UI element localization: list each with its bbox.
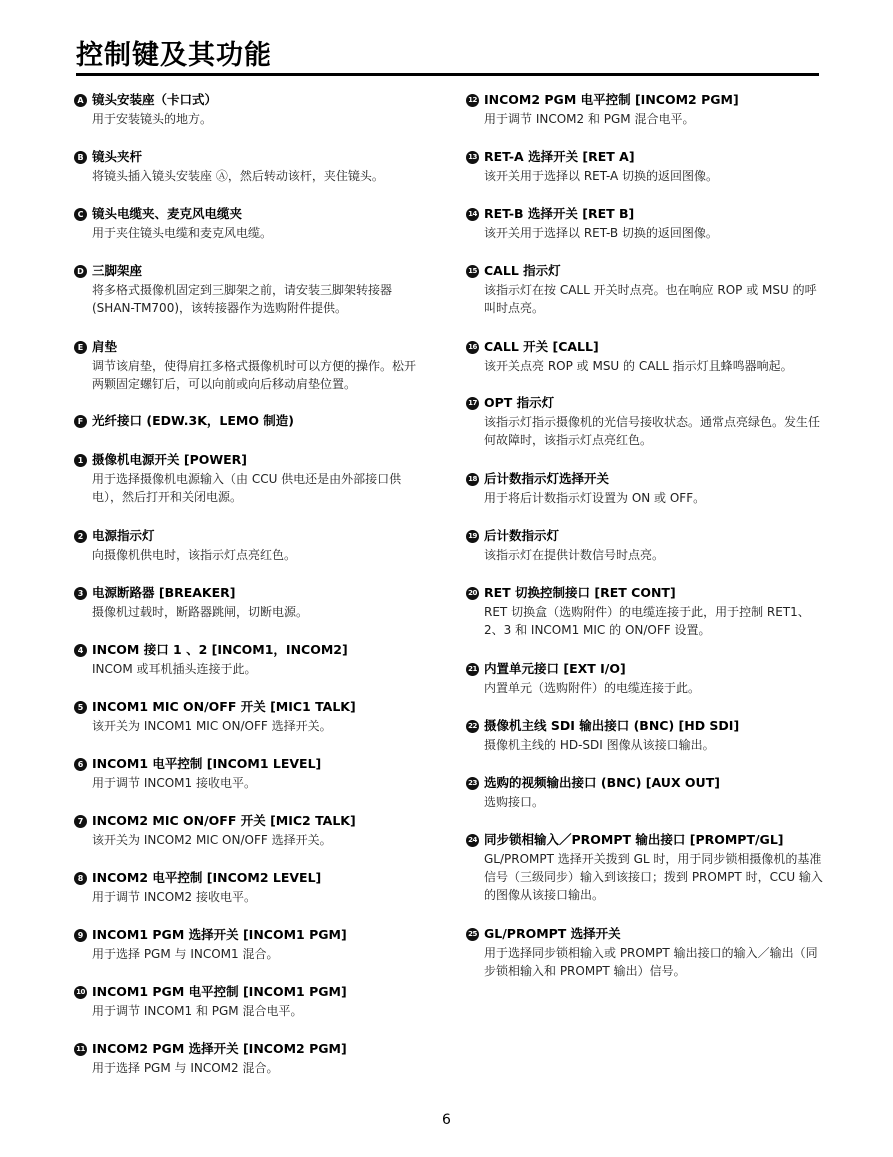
item-heading-row (74, 755, 419, 773)
item-description: GL/PROMPT 选择开关拨到 GL 时，用于同步锁相摄像机的基准信号（三级同步）输入到该接口；拨到 PROMPT 时，CCU 输入的图像从该接口输出。 (484, 852, 823, 902)
item-heading-row (74, 584, 419, 602)
item-heading: 光纤接口 (EDW.3K，LEMO 制造) (92, 413, 295, 428)
item-description: 用于夹住镜头电缆和麦克风电缆。 (92, 226, 273, 240)
item-heading: INCOM 接口 1 、2 [INCOM1，INCOM2] (92, 642, 348, 657)
item-number-marker: 8 (74, 872, 87, 885)
item-heading-row (466, 831, 826, 849)
item-entry (74, 983, 419, 1020)
item-heading: 镜头夹杆 (92, 149, 143, 164)
item-description: 该指示灯在提供计数信号时点亮。 (484, 548, 665, 562)
item-number-marker: 20 (466, 587, 479, 600)
item-entry (74, 338, 419, 393)
item-description: 用于调节 INCOM2 接收电平。 (92, 890, 256, 904)
item-entry (74, 262, 419, 317)
item-heading-row (74, 812, 419, 830)
item-number-marker: 14 (466, 208, 479, 221)
item-heading: 镜头电缆夹、麦克风电缆夹 (92, 206, 243, 221)
item-description: 用于将后计数指示灯设置为 ON 或 OFF。 (484, 491, 706, 505)
item-heading-row (74, 641, 419, 659)
item-entry (74, 755, 419, 792)
item-entry (466, 470, 826, 507)
item-heading: 肩垫 (92, 339, 118, 354)
item-heading-row (74, 698, 419, 716)
item-entry (74, 148, 419, 185)
item-number-marker: B (74, 151, 87, 164)
item-number-marker: 24 (466, 834, 479, 847)
item-number-marker: 15 (466, 265, 479, 278)
item-number-marker: 25 (466, 928, 479, 941)
item-description: 内置单元（选购附件）的电缆连接于此。 (484, 681, 701, 695)
title-rule (76, 73, 819, 76)
item-heading-row (466, 91, 826, 109)
item-entry (466, 527, 826, 564)
item-entry (466, 774, 826, 811)
item-entry (74, 412, 419, 430)
item-number-marker: 1 (74, 454, 87, 467)
item-number-marker: 19 (466, 530, 479, 543)
item-entry (466, 262, 826, 317)
item-number-marker: 5 (74, 701, 87, 714)
item-description: 选购接口。 (484, 795, 545, 809)
item-heading: 后计数指示灯选择开关 (484, 471, 610, 486)
item-entry (74, 869, 419, 906)
page-number: 6 (442, 1112, 451, 1128)
item-number-marker: 17 (466, 397, 479, 410)
item-heading-row (74, 205, 419, 223)
item-number-marker: D (74, 265, 87, 278)
item-heading: INCOM2 PGM 电平控制 [INCOM2 PGM] (484, 92, 739, 107)
item-heading: 同步锁相输入／PROMPT 输出接口 [PROMPT/GL] (484, 832, 784, 847)
item-heading: INCOM2 电平控制 [INCOM2 LEVEL] (92, 870, 322, 885)
item-number-marker: 16 (466, 341, 479, 354)
item-heading: 摄像机电源开关 [POWER] (92, 452, 248, 467)
item-description: 用于选择 PGM 与 INCOM2 混合。 (92, 1061, 279, 1075)
item-heading-row (74, 869, 419, 887)
item-heading: RET-A 选择开关 [RET A] (484, 149, 635, 164)
item-number-marker: 4 (74, 644, 87, 657)
item-heading-row (74, 1040, 419, 1058)
item-description: 用于选择 PGM 与 INCOM1 混合。 (92, 947, 279, 961)
item-number-marker: 9 (74, 929, 87, 942)
item-description: 用于选择摄像机电源输入（由 CCU 供电还是由外部接口供电），然后打开和关闭电源。 (92, 472, 402, 504)
item-entry (466, 717, 826, 754)
item-heading-row (466, 925, 826, 943)
item-heading: RET 切换控制接口 [RET CONT] (484, 585, 676, 600)
item-entry (466, 394, 826, 449)
item-heading-row (74, 926, 419, 944)
item-entry (466, 584, 826, 639)
item-heading: 摄像机主线 SDI 输出接口 (BNC) [HD SDI] (484, 718, 740, 733)
item-heading: 电源断路器 [BREAKER] (92, 585, 236, 600)
item-heading: INCOM1 MIC ON/OFF 开关 [MIC1 TALK] (92, 699, 356, 714)
item-heading: INCOM2 MIC ON/OFF 开关 [MIC2 TALK] (92, 813, 356, 828)
item-heading-row (74, 451, 419, 469)
item-description: 用于调节 INCOM2 和 PGM 混合电平。 (484, 112, 695, 126)
item-entry (74, 451, 419, 506)
item-description: 摄像机主线的 HD-SDI 图像从该接口输出。 (484, 738, 715, 752)
item-heading: 电源指示灯 (92, 528, 155, 543)
item-number-marker: 13 (466, 151, 479, 164)
item-heading: 后计数指示灯 (484, 528, 560, 543)
item-entry (466, 205, 826, 242)
item-heading: INCOM1 电平控制 [INCOM1 LEVEL] (92, 756, 322, 771)
item-description: 将多格式摄像机固定到三脚架之前，请安装三脚架转接器 (SHAN-TM700)，该转接器作为选购附件提供。 (92, 283, 393, 315)
item-heading-row (466, 205, 826, 223)
item-entry (466, 925, 826, 980)
item-heading-row (74, 412, 419, 430)
item-number-marker: 21 (466, 663, 479, 676)
item-description: 该开关为 INCOM2 MIC ON/OFF 选择开关。 (92, 833, 332, 847)
item-entry (466, 660, 826, 697)
item-heading-row (74, 527, 419, 545)
item-heading-row (466, 774, 826, 792)
item-entry (74, 698, 419, 735)
item-heading: CALL 指示灯 (484, 263, 561, 278)
item-heading-row (466, 338, 826, 356)
item-description: 该开关用于选择以 RET-B 切换的返回图像。 (484, 226, 718, 240)
item-heading: CALL 开关 [CALL] (484, 339, 599, 354)
item-number-marker: 12 (466, 94, 479, 107)
item-entry (74, 584, 419, 621)
item-description: 调节该肩垫，使得肩扛多格式摄像机时可以方便的操作。松开两颗固定螺钉后，可以向前或向后移动肩垫位置。 (92, 359, 417, 391)
item-number-marker: 22 (466, 720, 479, 733)
item-heading: INCOM1 PGM 电平控制 [INCOM1 PGM] (92, 984, 347, 999)
item-description: 该开关为 INCOM1 MIC ON/OFF 选择开关。 (92, 719, 332, 733)
item-heading: 内置单元接口 [EXT I/O] (484, 661, 626, 676)
item-number-marker: 23 (466, 777, 479, 790)
item-entry (74, 527, 419, 564)
item-number-marker: 7 (74, 815, 87, 828)
item-description: 用于调节 INCOM1 和 PGM 混合电平。 (92, 1004, 303, 1018)
item-description: 该开关用于选择以 RET-A 切换的返回图像。 (484, 169, 719, 183)
item-number-marker: 10 (74, 986, 87, 999)
item-heading-row (74, 148, 419, 166)
item-entry (466, 91, 826, 128)
item-description: 用于安装镜头的地方。 (92, 112, 213, 126)
item-heading-row (466, 660, 826, 678)
item-number-marker: 11 (74, 1043, 87, 1056)
item-number-marker: 2 (74, 530, 87, 543)
item-heading: INCOM1 PGM 选择开关 [INCOM1 PGM] (92, 927, 347, 942)
item-heading-row (74, 262, 419, 280)
item-entry (74, 926, 419, 963)
item-entry (74, 91, 419, 128)
item-heading-row (466, 717, 826, 735)
item-entry (74, 1040, 419, 1077)
item-description: 该指示灯指示摄像机的光信号接收状态。通常点亮绿色。发生任何故障时，该指示灯点亮红色。 (484, 415, 821, 447)
item-heading: 选购的视频输出接口 (BNC) [AUX OUT] (484, 775, 720, 790)
item-description: 用于调节 INCOM1 接收电平。 (92, 776, 256, 790)
item-heading: OPT 指示灯 (484, 395, 555, 410)
item-description: 该指示灯在按 CALL 开关时点亮。也在响应 ROP 或 MSU 的呼叫时点亮。 (484, 283, 817, 315)
item-number-marker: A (74, 94, 87, 107)
item-description: INCOM 或耳机插头连接于此。 (92, 662, 257, 676)
page-title: 控制键及其功能 (76, 40, 272, 71)
item-number-marker: 18 (466, 473, 479, 486)
item-description: 将镜头插入镜头安装座 Ⓐ，然后转动该杆，夹住镜头。 (92, 169, 384, 183)
item-description: 摄像机过载时，断路器跳闸，切断电源。 (92, 605, 309, 619)
item-heading-row (466, 584, 826, 602)
item-heading-row (466, 527, 826, 545)
item-entry (74, 641, 419, 678)
item-entry (74, 205, 419, 242)
item-heading-row (74, 983, 419, 1001)
item-heading-row (74, 338, 419, 356)
item-heading-row (466, 394, 826, 412)
item-entry (74, 812, 419, 849)
item-heading-row (466, 148, 826, 166)
item-number-marker: C (74, 208, 87, 221)
item-number-marker: E (74, 341, 87, 354)
item-number-marker: F (74, 415, 87, 428)
item-description: 用于选择同步锁相输入或 PROMPT 输出接口的输入／输出（同步锁相输入和 PROMPT 输出）信号。 (484, 946, 818, 978)
item-description: RET 切换盒（选购附件）的电缆连接于此，用于控制 RET1、2、3 和 INCOM1 MIC 的 ON/OFF 设置。 (484, 605, 810, 637)
item-entry (466, 338, 826, 375)
item-number-marker: 3 (74, 587, 87, 600)
item-heading: RET-B 选择开关 [RET B] (484, 206, 635, 221)
item-heading-row (466, 470, 826, 488)
item-heading: 镜头安装座（卡口式） (92, 92, 218, 107)
item-entry (466, 148, 826, 185)
item-entry (466, 831, 826, 904)
item-heading-row (74, 91, 419, 109)
item-number-marker: 6 (74, 758, 87, 771)
item-heading-row (466, 262, 826, 280)
item-description: 该开关点亮 ROP 或 MSU 的 CALL 指示灯且蜂鸣器响起。 (484, 359, 793, 373)
item-heading: 三脚架座 (92, 263, 143, 278)
item-description: 向摄像机供电时，该指示灯点亮红色。 (92, 548, 297, 562)
item-heading: GL/PROMPT 选择开关 (484, 926, 621, 941)
item-heading: INCOM2 PGM 选择开关 [INCOM2 PGM] (92, 1041, 347, 1056)
